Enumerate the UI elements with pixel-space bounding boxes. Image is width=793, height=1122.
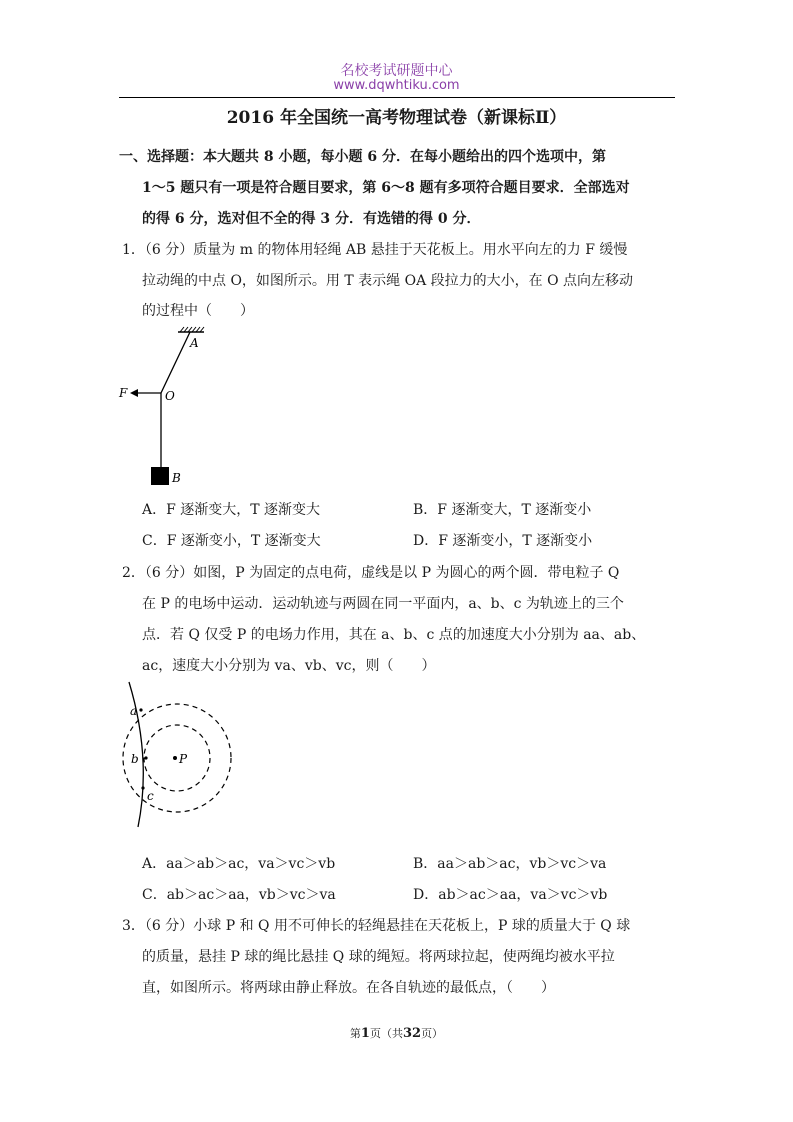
q3-line-2: 的质量，悬挂 P 球的绳比悬挂 Q 球的绳短。将两球拉起，使两绳均被水平拉 bbox=[142, 949, 615, 965]
q3-line-1: 3．（6 分）小球 P 和 Q 用不可伸长的轻绳悬挂在天花板上，P 球的质量大于 Q 球 bbox=[122, 918, 631, 934]
label-a: A bbox=[190, 336, 199, 350]
footer-post: 页） bbox=[421, 1027, 444, 1040]
page-title: 2016 年全国统一高考物理试卷（新课标Ⅱ） bbox=[226, 108, 567, 128]
label-a: a bbox=[130, 704, 138, 718]
q1-line-3: 的过程中（ ） bbox=[142, 303, 254, 319]
ceiling-hatch bbox=[178, 327, 204, 332]
charge-p-dot bbox=[173, 756, 177, 760]
arrowhead-icon bbox=[130, 389, 138, 397]
q2-line-2: 在 P 的电场中运动．运动轨迹与两圆在同一平面内，a、b、c 为轨迹上的三个 bbox=[142, 596, 624, 612]
point-b-dot bbox=[144, 756, 147, 759]
footer-total-pages: 32 bbox=[402, 1026, 422, 1041]
q1-line-1: 1．（6 分）质量为 m 的物体用轻绳 AB 悬挂于天花板上。用水平向左的力 F 缓慢 bbox=[122, 242, 628, 258]
label-b: b bbox=[131, 752, 139, 766]
footer-page-number: 1 bbox=[360, 1026, 370, 1041]
rope-oa bbox=[161, 332, 190, 393]
mass-block bbox=[151, 467, 169, 485]
q2-option-b[interactable]: B．aa＞ab＞ac，vb＞vc＞va bbox=[413, 856, 607, 872]
q2-line-1: 2．（6 分）如图，P 为固定的点电荷，虚线是以 P 为圆心的两个圆．带电粒子 Q bbox=[122, 565, 620, 581]
section-line-3: 的得 6 分，选对但不全的得 3 分．有选错的得 0 分． bbox=[142, 211, 481, 227]
q2-option-a[interactable]: A．aa＞ab＞ac，va＞vc＞vb bbox=[142, 856, 336, 872]
section-line-2: 1～5 题只有一项是符合题目要求，第 6～8 题有多项符合题目要求．全部选对 bbox=[142, 180, 630, 196]
q3-line-3: 直，如图所示。将两球由静止释放。在各自轨迹的最低点，（ ） bbox=[142, 980, 555, 996]
q2-line-3: 点．若 Q 仅受 P 的电场力作用，其在 a、b、c 点的加速度大小分别为 aa、ab、 bbox=[142, 627, 646, 643]
header-rule bbox=[119, 97, 675, 98]
header-url[interactable]: www.dqwhtiku.com bbox=[333, 78, 460, 93]
point-c-dot bbox=[141, 786, 144, 789]
q2-line-4: ac，速度大小分别为 va、vb、vc，则（ ） bbox=[142, 658, 436, 674]
footer-pre: 第 bbox=[349, 1027, 361, 1040]
label-f: F bbox=[119, 386, 128, 400]
label-b: B bbox=[172, 471, 181, 485]
q1-figure bbox=[110, 325, 220, 490]
q1-option-b[interactable]: B．F 逐渐变大，T 逐渐变小 bbox=[413, 502, 592, 518]
label-p: P bbox=[179, 752, 188, 766]
header-org: 名校考试研题中心 bbox=[340, 63, 453, 79]
label-o: O bbox=[165, 389, 175, 403]
footer-mid: 页（共 bbox=[369, 1027, 403, 1040]
page-footer bbox=[0, 1025, 793, 1041]
section-line-1: 一、选择题：本大题共 8 小题，每小题 6 分．在每小题给出的四个选项中，第 bbox=[119, 149, 606, 165]
q2-option-c[interactable]: C．ab＞ac＞aa，vb＞vc＞va bbox=[142, 887, 336, 903]
point-a-dot bbox=[139, 708, 142, 711]
q1-option-a[interactable]: A．F 逐渐变大，T 逐渐变大 bbox=[142, 502, 321, 518]
q2-figure bbox=[110, 680, 240, 830]
q1-line-2: 拉动绳的中点 O，如图所示。用 T 表示绳 OA 段拉力的大小，在 O 点向左移动 bbox=[142, 273, 634, 289]
q1-option-c[interactable]: C．F 逐渐变小，T 逐渐变大 bbox=[142, 533, 321, 549]
label-c: c bbox=[147, 789, 154, 803]
q2-option-d[interactable]: D．ab＞ac＞aa，va＞vc＞vb bbox=[413, 887, 608, 903]
q1-option-d[interactable]: D．F 逐渐变小，T 逐渐变小 bbox=[413, 533, 593, 549]
